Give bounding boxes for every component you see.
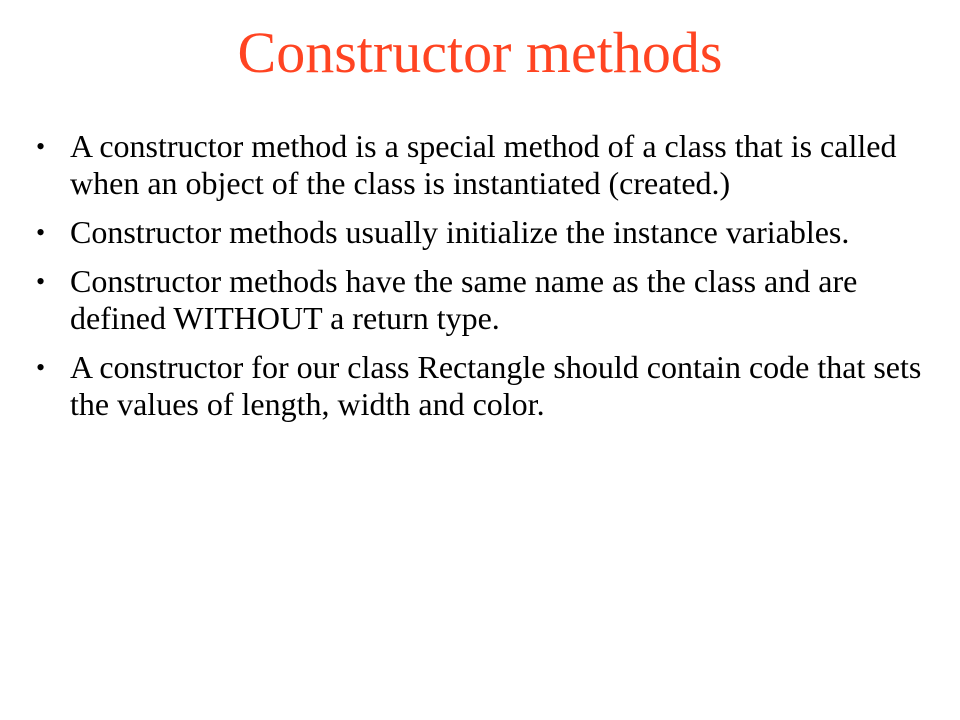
bullet-text-3: Constructor methods have the same name as the class and are defined WITHOUT a return type. bbox=[70, 263, 858, 336]
slide-title: Constructor methods bbox=[237, 20, 723, 85]
bullet-text-4: A constructor for our class Rectangle should contain code that sets the values of length, width and color. bbox=[70, 349, 922, 422]
bullet-dot-icon: • bbox=[36, 218, 46, 247]
bullet-item-4 bbox=[36, 349, 936, 423]
bullet-list bbox=[36, 128, 936, 435]
bullet-text-2: Constructor methods usually initialize the instance variables. bbox=[70, 214, 850, 250]
bullet-dot-icon: • bbox=[36, 353, 46, 382]
bullet-item-1 bbox=[36, 128, 936, 202]
bullet-item-2 bbox=[36, 214, 936, 251]
bullet-dot-icon: • bbox=[36, 132, 46, 161]
bullet-item-3 bbox=[36, 263, 936, 337]
bullet-text-1: A constructor method is a special method of a class that is called when an object of the class is instantiated (created.) bbox=[70, 128, 897, 201]
bullet-dot-icon: • bbox=[36, 267, 46, 296]
